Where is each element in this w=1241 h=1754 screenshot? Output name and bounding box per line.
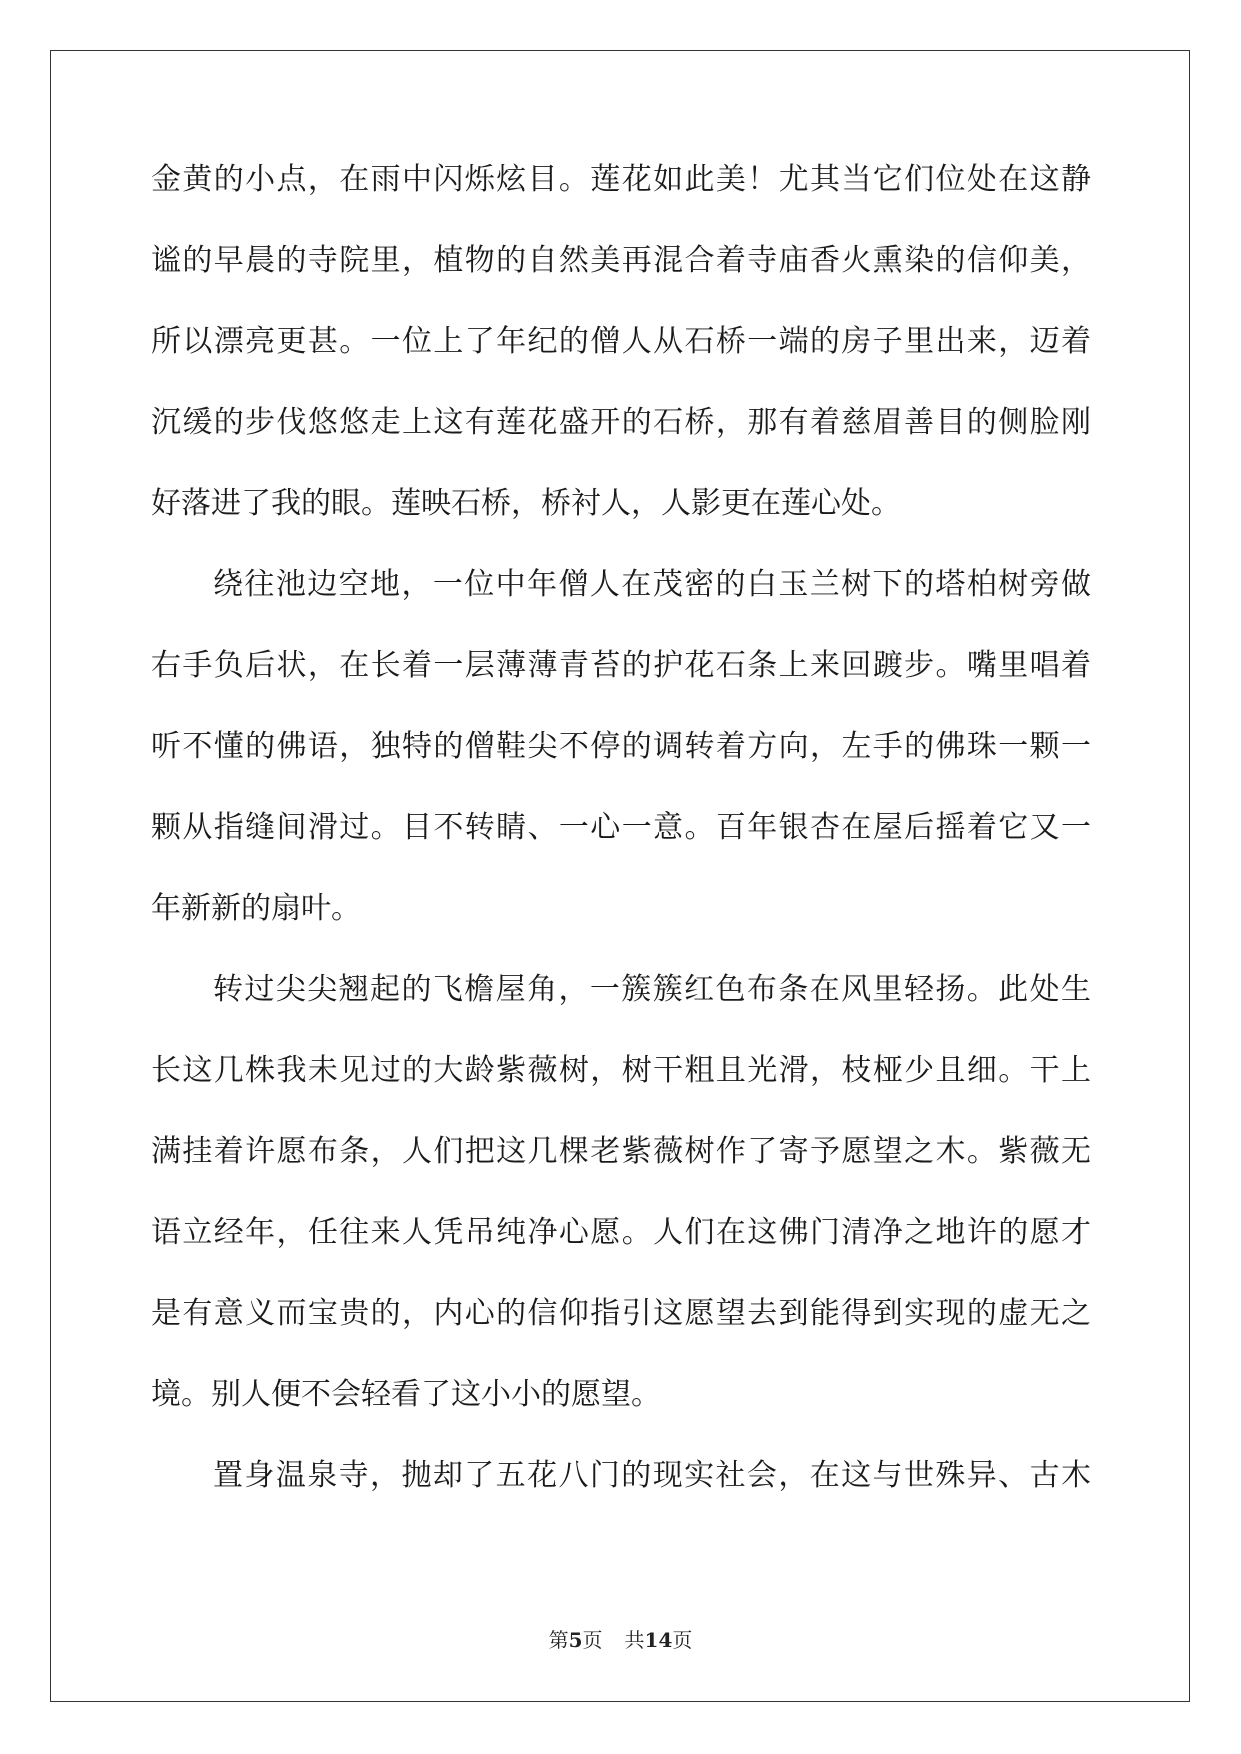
text-line: 所以漂亮更甚。一位上了年纪的僧人从石桥一端的房子里出来，迈着 bbox=[151, 324, 1091, 359]
text-line: 长这几株我未见过的大龄紫薇树，树干粗且光滑，枝桠少且细。干上 bbox=[151, 1053, 1091, 1088]
page-footer bbox=[0, 1624, 1241, 1653]
total-prefix: 共 bbox=[624, 1628, 645, 1652]
text-line: 谧的早晨的寺院里，植物的自然美再混合着寺庙香火熏染的信仰美， bbox=[151, 243, 1091, 278]
paragraph-first-line: 绕往池边空地，一位中年僧人在茂密的白玉兰树下的塔柏树旁做 bbox=[213, 567, 1091, 602]
text-line: 语立经年，任往来人凭吊纯净心愿。人们在这佛门清净之地许的愿才 bbox=[151, 1215, 1091, 1250]
text-line: 境。别人便不会轻看了这小小的愿望。 bbox=[151, 1377, 661, 1412]
text-line: 颗从指缝间滑过。目不转睛、一心一意。百年银杏在屋后摇着它又一 bbox=[151, 810, 1091, 845]
total-pages: 14 bbox=[644, 1628, 673, 1652]
page-number: 5 bbox=[568, 1628, 583, 1652]
text-line: 好落进了我的眼。莲映石桥，桥衬人，人影更在莲心处。 bbox=[151, 486, 901, 521]
text-line: 金黄的小点，在雨中闪烁炫目。莲花如此美！尤其当它们位处在这静 bbox=[151, 162, 1091, 197]
text-line: 是有意义而宝贵的，内心的信仰指引这愿望去到能得到实现的虚无之 bbox=[151, 1296, 1091, 1331]
text-line: 年新新的扇叶。 bbox=[151, 891, 361, 926]
text-line: 右手负后状，在长着一层薄薄青苔的护花石条上来回踱步。嘴里唱着 bbox=[151, 648, 1091, 683]
page-suffix: 页 bbox=[582, 1628, 603, 1652]
document-body bbox=[151, 160, 1091, 1537]
page-prefix: 第 bbox=[548, 1628, 569, 1652]
paragraph-first-line: 置身温泉寺，抛却了五花八门的现实社会，在这与世殊异、古木 bbox=[213, 1458, 1091, 1493]
total-suffix: 页 bbox=[672, 1628, 693, 1652]
text-line: 满挂着许愿布条，人们把这几棵老紫薇树作了寄予愿望之木。紫薇无 bbox=[151, 1134, 1091, 1169]
text-line: 沉缓的步伐悠悠走上这有莲花盛开的石桥，那有着慈眉善目的侧脸刚 bbox=[151, 405, 1091, 440]
text-line: 听不懂的佛语，独特的僧鞋尖不停的调转着方向，左手的佛珠一颗一 bbox=[151, 729, 1091, 764]
paragraph-first-line: 转过尖尖翘起的飞檐屋角，一簇簇红色布条在风里轻扬。此处生 bbox=[213, 972, 1091, 1007]
